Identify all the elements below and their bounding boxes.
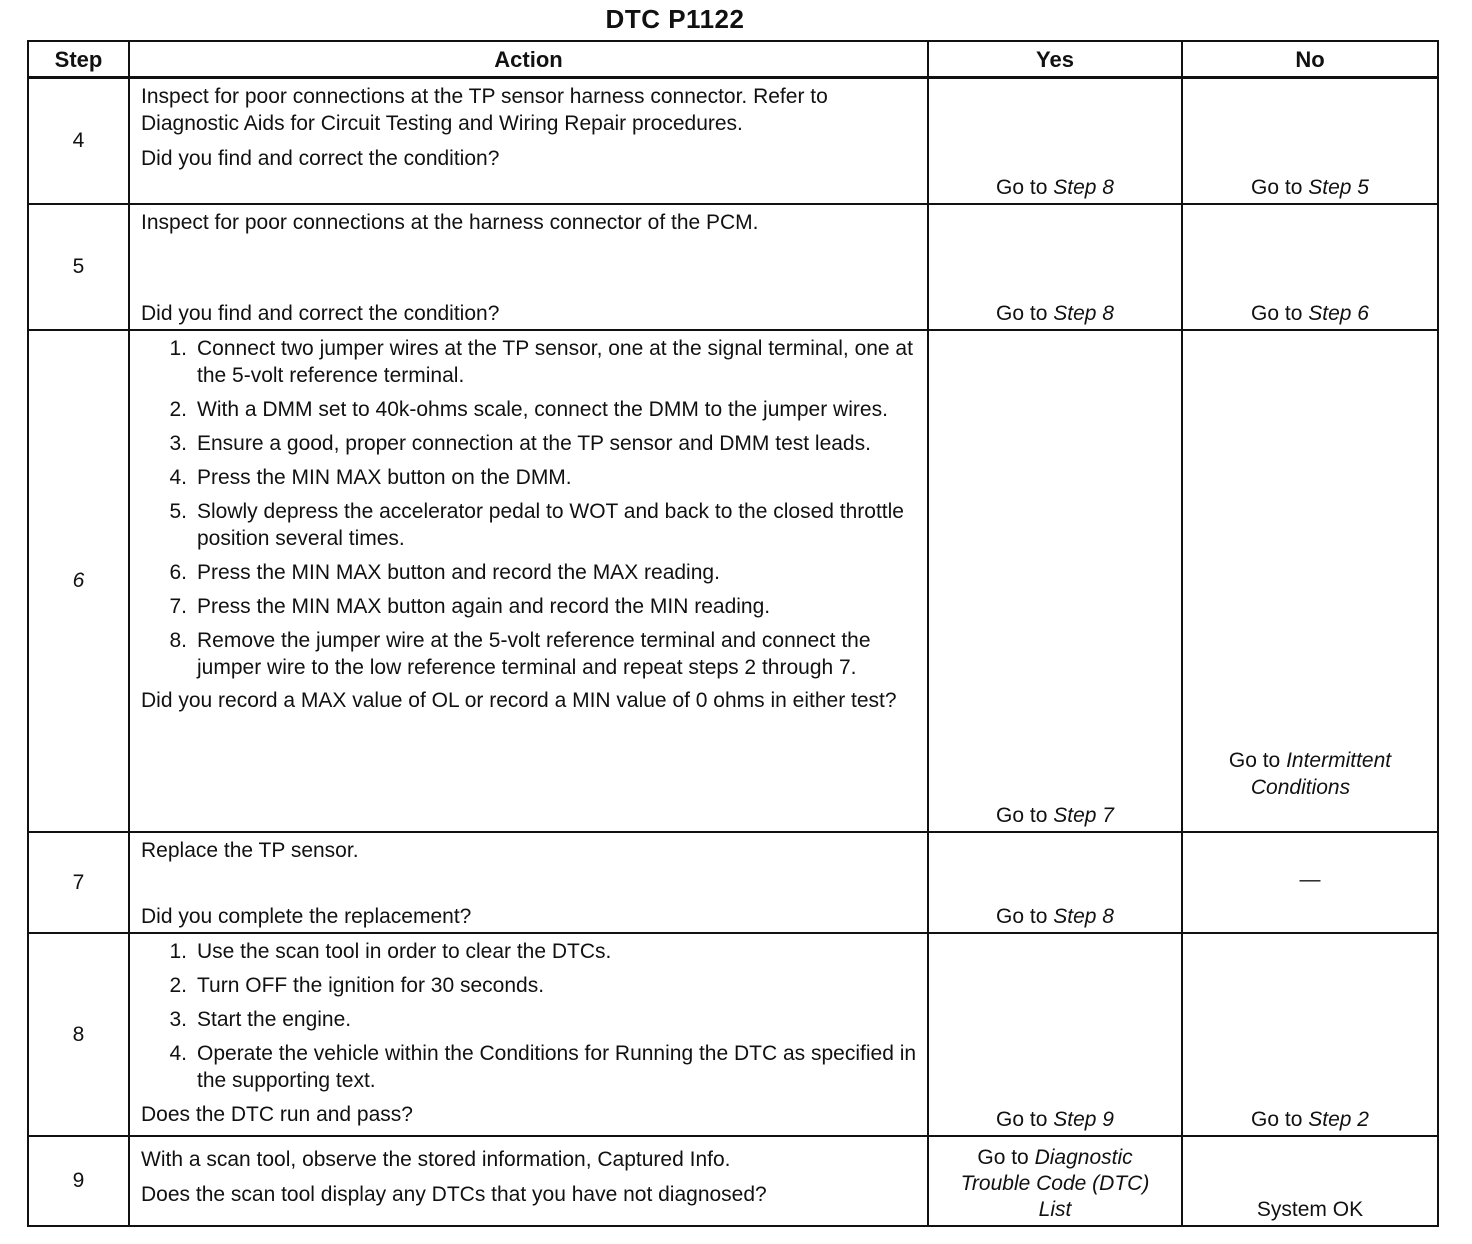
step-number: 4 [28, 78, 129, 204]
action-cell [129, 832, 928, 933]
list-item: 3. Ensure a good, proper connection at the TP sensor and DMM test leads. [169, 431, 871, 455]
list-item: 2. With a DMM set to 40k-ohms scale, connect the DMM to the jumper wires. [169, 397, 888, 421]
action-cell [129, 933, 928, 1136]
procedure-list [141, 938, 919, 1094]
step-number: 6 [28, 330, 129, 832]
no-cell [1182, 933, 1438, 1136]
action-cell [129, 1136, 928, 1226]
list-item: 4. Press the MIN MAX button on the DMM. [169, 465, 572, 489]
action-cell [129, 204, 928, 330]
yes-link[interactable]: Step 8 [1053, 175, 1114, 199]
action-text: Replace the TP sensor. [141, 838, 359, 862]
no-cell [1182, 1136, 1438, 1226]
step-number: 9 [28, 1136, 129, 1226]
no-link[interactable]: Step 2 [1308, 1107, 1369, 1131]
header-step: Step [28, 41, 129, 78]
action-text: Inspect for poor connections at the TP sensor harness connector. Refer to Diagnostic Aids for Circuit Testing and Wiring Repair procedures. [141, 85, 828, 135]
action-question: Does the scan tool display any DTCs that you have not diagnosed? [141, 1182, 767, 1206]
header-yes: Yes [928, 41, 1182, 78]
no-dash: — [1299, 867, 1321, 891]
yes-link[interactable]: Go to Diagnostic Trouble Code (DTC) List [960, 1145, 1150, 1221]
table-row [28, 204, 1438, 330]
table-header-row [28, 41, 1438, 78]
diagnostic-table [27, 40, 1439, 1227]
no-link[interactable]: Step 6 [1308, 301, 1369, 325]
list-item: 3. Start the engine. [169, 1007, 352, 1031]
action-text: Inspect for poor connections at the harness connector of the PCM. [141, 210, 759, 234]
page-title: DTC P1122 [605, 4, 745, 34]
yes-cell [928, 933, 1182, 1136]
no-cell [1182, 832, 1438, 933]
goto-label: Go to [996, 301, 1048, 325]
list-item: 1. Connect two jumper wires at the TP sensor, one at the signal terminal, one at the 5-volt reference terminal. [169, 336, 913, 387]
table-row [28, 330, 1438, 832]
goto-label: Go to [1251, 175, 1303, 199]
table-row [28, 1136, 1438, 1226]
step-number: 7 [28, 832, 129, 933]
goto-label: Go to [1251, 1107, 1303, 1131]
list-item: 8. Remove the jumper wire at the 5-volt reference terminal and connect the jumper wire to the low reference terminal and repeat steps 2 through 7. [169, 628, 871, 679]
table-row [28, 933, 1438, 1136]
no-link[interactable]: Step 5 [1308, 175, 1369, 199]
action-question: Did you find and correct the condition? [141, 301, 500, 325]
action-text: With a scan tool, observe the stored information, Captured Info. [141, 1147, 731, 1171]
list-item: 4. Operate the vehicle within the Conditions for Running the DTC as specified in the supporting text. [169, 1041, 917, 1092]
yes-cell [928, 832, 1182, 933]
yes-link[interactable]: Step 9 [1053, 1107, 1114, 1131]
goto-label: Go to [1251, 301, 1303, 325]
yes-link[interactable]: Step 8 [1053, 301, 1114, 325]
goto-label: Go to [996, 904, 1048, 928]
procedure-list [141, 335, 919, 681]
table-row [28, 78, 1438, 204]
list-item: 2. Turn OFF the ignition for 30 seconds. [169, 973, 545, 997]
step-number: 8 [28, 933, 129, 1136]
goto-label: Go to [1228, 748, 1281, 772]
no-cell [1182, 78, 1438, 204]
system-ok: System OK [1256, 1197, 1364, 1221]
yes-link[interactable]: Step 7 [1053, 803, 1114, 827]
goto-label: Go to [996, 175, 1048, 199]
no-cell [1182, 330, 1438, 832]
step-number: 5 [28, 204, 129, 330]
yes-cell [928, 1136, 1182, 1226]
action-cell [129, 78, 928, 204]
list-item: 6. Press the MIN MAX button and record the MAX reading. [169, 560, 720, 584]
list-item: 7. Press the MIN MAX button again and record the MIN reading. [169, 594, 771, 618]
yes-cell [928, 204, 1182, 330]
yes-cell [928, 330, 1182, 832]
action-question: Does the DTC run and pass? [141, 1102, 413, 1126]
goto-label: Go to [977, 1145, 1029, 1169]
action-cell [129, 330, 928, 832]
action-question: Did you find and correct the condition? [141, 147, 500, 170]
table-row [28, 832, 1438, 933]
list-item: 5. Slowly depress the accelerator pedal to WOT and back to the closed throttle position several times. [169, 499, 904, 550]
yes-cell [928, 78, 1182, 204]
action-question: Did you record a MAX value of OL or record a MIN value of 0 ohms in either test? [141, 688, 897, 712]
goto-label: Go to [996, 1107, 1048, 1131]
no-link[interactable]: Go to Intermittent Conditions [1228, 748, 1392, 799]
list-item: 1. Use the scan tool in order to clear the DTCs. [169, 939, 612, 963]
no-cell [1182, 204, 1438, 330]
yes-link[interactable]: Step 8 [1053, 904, 1114, 928]
goto-label: Go to [996, 803, 1048, 827]
header-no: No [1182, 41, 1438, 78]
action-question: Did you complete the replacement? [141, 904, 472, 928]
header-action: Action [129, 41, 928, 78]
